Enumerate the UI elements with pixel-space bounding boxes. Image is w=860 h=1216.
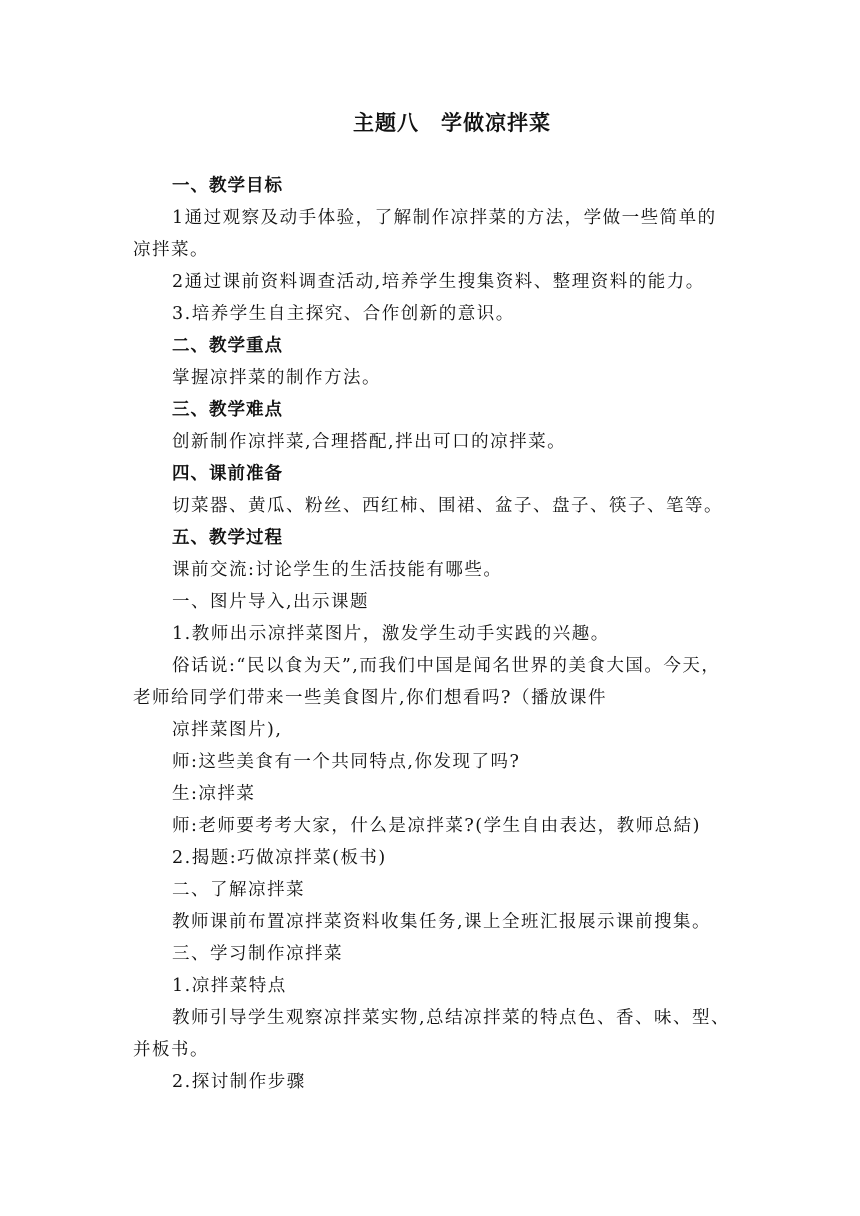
heading-preparation: 四、课前准备 (172, 464, 283, 484)
subheading-learn-make: 三、学习制作凉拌菜 (172, 944, 343, 964)
paragraph-features: 教师引导学生观察凉拌菜实物,总结凉拌菜的特点色、香、味、型、并板书。 (133, 1008, 731, 1060)
paragraph-goal-1: 1通过观察及动手体验，了解制作凉拌菜的方法，学做一些简单的凉拌菜。 (133, 208, 717, 260)
heading-difficulties: 三、教学难点 (172, 400, 283, 420)
paragraph-features-title: 1.凉拌菜特点 (172, 976, 287, 996)
subheading-understand: 二、了解凉拌菜 (172, 880, 305, 900)
heading-key-points: 二、教学重点 (172, 336, 283, 356)
heading-teaching-goals: 一、教学目标 (172, 176, 283, 196)
document-title: 主题八 学做凉拌菜 (353, 111, 551, 135)
paragraph-goal-3: 3.培养学生自主探究、合作创新的意识。 (172, 304, 515, 324)
paragraph-teacher-test: 师:老师要考考大家，什么是凉拌菜?(学生自由表达，教师总結) (172, 816, 701, 836)
paragraph-teacher-question: 师:这些美食有一个共同特点,你发现了吗? (172, 752, 521, 772)
paragraph-student-answer: 生:凉拌菜 (172, 784, 256, 804)
paragraph-reveal-topic: 2.揭题:巧做凉拌菜(板书) (172, 848, 387, 868)
paragraph-saying: 俗话说:“民以食为天”,而我们中国是闻名世界的美食大国。今天，老师给同学们带来一些美食图片,你们想看吗?（播放课件 (133, 656, 721, 708)
paragraph-pre-class: 课前交流:讨论学生的生活技能有哪些。 (172, 560, 503, 580)
paragraph-images-note: 凉拌菜图片), (172, 720, 283, 740)
paragraph-show-images: 1.教师出示凉拌菜图片，激发学生动手实践的兴趣。 (172, 624, 610, 644)
paragraph-difficulties: 创新制作凉拌菜,合理搭配,拌出可口的凉拌菜。 (172, 432, 567, 452)
heading-teaching-process: 五、教学过程 (172, 528, 283, 548)
paragraph-preparation: 切菜器、黄瓜、粉丝、西红柿、围裙、盆子、盘子、筷子、笔等。 (172, 496, 723, 516)
paragraph-key-points: 掌握凉拌菜的制作方法。 (172, 368, 381, 388)
paragraph-goal-2: 2通过课前资料调查活动,培养学生搜集资料、整理资料的能力。 (172, 272, 705, 292)
paragraph-steps-title: 2.探讨制作步骤 (172, 1072, 306, 1092)
subheading-image-intro: 一、图片导入,出示课题 (172, 592, 370, 612)
paragraph-collect-task: 教师课前布置凉拌菜资料收集任务,课上全班汇报展示课前搜集。 (172, 912, 712, 932)
document-body (133, 170, 733, 1098)
